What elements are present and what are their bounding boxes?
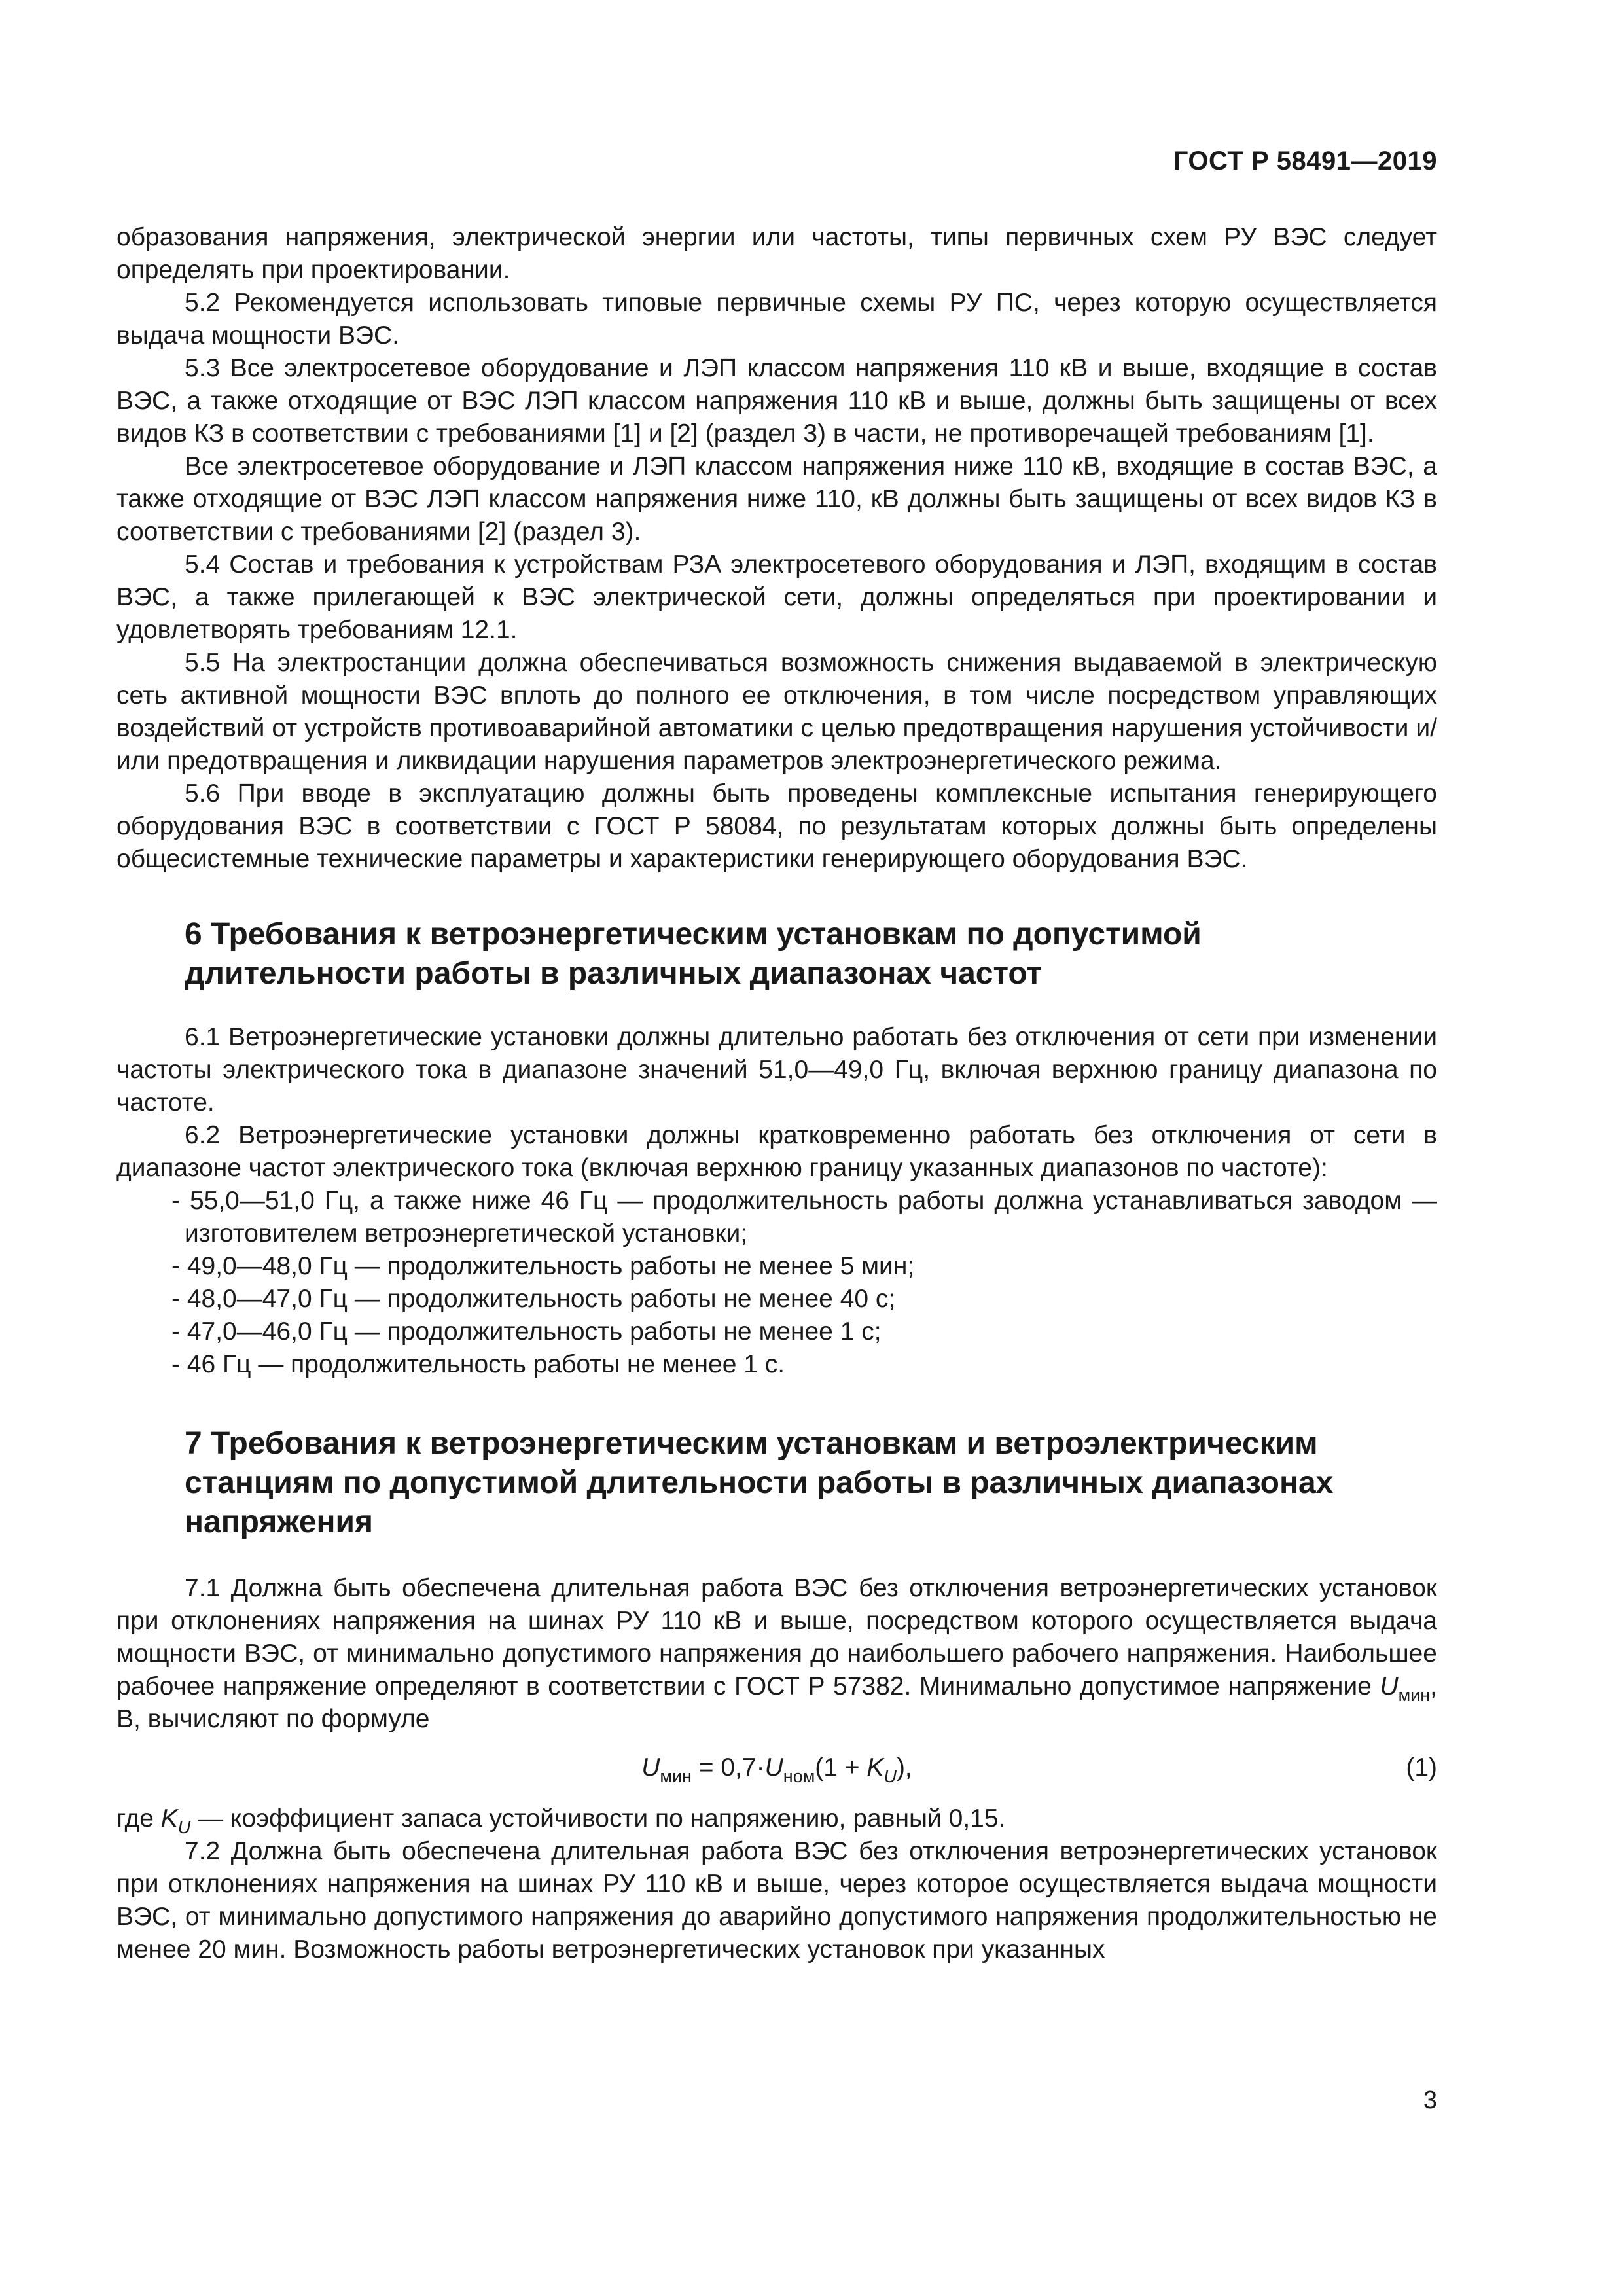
where-sub: U: [177, 1818, 191, 1837]
paragraph-5-4: 5.4 Состав и требования к устройствам РЗА электросетевого оборудования и ЛЭП, входящим в состав ВЭС, а также прилегающей к ВЭС электрической сети, должны определяться при проектировании и удовлетворять требованиям 12.1.: [116, 550, 1437, 644]
where-text: — коэффициент запаса устойчивости по напряжению, равный 0,15.: [190, 1804, 1006, 1833]
list-item: - 55,0—51,0 Гц, а также ниже 46 Гц — продолжительность работы должна устанавливаться заводом — изготовителем ветроэнергетической установки;: [171, 1187, 1437, 1247]
formula-coefficient: = 0,7·: [691, 1753, 765, 1782]
formula-explanation: [116, 1803, 1437, 1835]
formula-lhs-var: U: [641, 1753, 660, 1782]
formula-paren-close: ),: [896, 1753, 912, 1782]
formula-rhs-sub: ном: [783, 1767, 815, 1786]
document-body: [116, 221, 1437, 1966]
list-item: - 49,0—48,0 Гц — продолжительность работы не менее 5 мин;: [171, 1252, 915, 1280]
formula-lhs-sub: мин: [660, 1767, 692, 1786]
section-6-heading-line2: длительности работы в различных диапазонах частот: [185, 956, 1042, 991]
section-6-heading-line1: 6 Требования к ветроэнергетическим установкам по допустимой: [185, 917, 1202, 952]
list-item: - 48,0—47,0 Гц — продолжительность работы не менее 40 с;: [171, 1285, 896, 1313]
list-item: - 47,0—46,0 Гц — продолжительность работы не менее 1 с;: [171, 1318, 882, 1346]
where-var: K: [160, 1804, 178, 1833]
paragraph-5-6: 5.6 При вводе в эксплуатацию должны быть проведены комплексные испытания генерирующего оборудования ВЭС в соответствии с ГОСТ Р 58084, по результатам которых должны быть определены общесистемные технические параметры и характеристики генерирующего оборудования ВЭС.: [116, 780, 1437, 873]
section-7-heading: [116, 1424, 1437, 1542]
formula-1: [116, 1751, 1437, 1784]
section-6-heading: [116, 915, 1437, 994]
formula-paren-open: (1 +: [815, 1753, 867, 1782]
formula-k-var: K: [866, 1753, 884, 1782]
section-7-heading-line1: 7 Требования к ветроэнергетическим установкам и ветроэлектрическим: [185, 1426, 1318, 1461]
section-7-heading-line3: напряжения: [185, 1505, 373, 1539]
page-number: 3: [1423, 2087, 1437, 2114]
document-header: ГОСТ Р 58491—2019: [1173, 147, 1437, 175]
variable-u: U: [1380, 1672, 1399, 1700]
paragraph-6-1: 6.1 Ветроэнергетические установки должны длительно работать без отключения от сети при изменении частоты электрического тока в диапазоне значений 51,0—49,0 Гц, включая верхнюю границу диапазона по частоте.: [116, 1023, 1437, 1117]
formula-row: [116, 1751, 1437, 1788]
paragraph-5-2: 5.2 Рекомендуется использовать типовые первичные схемы РУ ПС, через которую осуществляется выдача мощности ВЭС.: [116, 289, 1437, 350]
paragraph-7-1-text: 7.1 Должна быть обеспечена длительная работа ВЭС без отключения ветроэнергетических установок при отклонениях напряжения на шинах РУ 110 кВ и выше, посредством которого осуществляется выдача мощности ВЭС, от минимально допустимого напряжения до наибольшего рабочего напряжения. Наибольшее рабочее напряжение определяют в соответствии с ГОСТ Р 57382. Минимально допустимое напряжение: [116, 1574, 1437, 1700]
list-item: - 46 Гц — продолжительность работы не менее 1 с.: [171, 1350, 785, 1378]
document-page: [116, 0, 1437, 2296]
paragraph-5-3-continued: Все электросетевое оборудование и ЛЭП классом напряжения ниже 110 кВ, входящие в состав ВЭС, а также отходящие от ВЭС ЛЭП классом напряжения ниже 110, кВ должны быть защищены от всех видов КЗ в соответствии с требованиями [2] (раздел 3).: [116, 452, 1437, 546]
formula-k-sub: U: [883, 1767, 897, 1786]
formula-rhs-var: U: [764, 1753, 783, 1782]
subscript-min: мин: [1398, 1685, 1431, 1705]
paragraph-7-1: [116, 1572, 1437, 1736]
formula-number: (1): [1406, 1753, 1437, 1782]
paragraph-5-3: 5.3 Все электросетевое оборудование и ЛЭП классом напряжения 110 кВ и выше, входящие в состав ВЭС, а также отходящие от ВЭС ЛЭП классом напряжения 110 кВ и выше, должны быть защищены от всех видов КЗ в соответствии с требованиями [1] и [2] (раздел 3) в части, не противоречащей требованиям [1].: [116, 354, 1437, 448]
paragraph-continuation: образования напряжения, электрической энергии или частоты, типы первичных схем РУ ВЭС следует определять при проектировании.: [116, 223, 1437, 284]
paragraph-6-2: 6.2 Ветроэнергетические установки должны кратковременно работать без отключения от сети в диапазоне частот электрического тока (включая верхнюю границу указанных диапазонов по частоте):: [116, 1121, 1437, 1182]
where-prefix: где: [116, 1804, 161, 1833]
paragraph-5-5: 5.5 На электростанции должна обеспечиваться возможность снижения выдаваемой в электрическую сеть активной мощности ВЭС вплоть до полного ее отключения, в том числе посредством управляющих воздействий от устройств противоаварийной автоматики с целью предотвращения нарушения устойчивости и/или предотвращения и ликвидации нарушения параметров электроэнергетического режима.: [116, 649, 1437, 775]
paragraph-7-2: 7.2 Должна быть обеспечена длительная работа ВЭС без отключения ветроэнергетических установок при отклонениях напряжения на шинах РУ 110 кВ и выше, через которое осуществляется выдача мощности ВЭС, от минимально допустимого напряжения до аварийно допустимого напряжения продолжительностью не менее 20 мин. Возможность работы ветроэнергетических установок при указанных: [116, 1837, 1437, 1964]
section-7-heading-line2: станциям по допустимой длительности работы в различных диапазонах: [185, 1465, 1334, 1500]
paragraph-7-1-tail: , В, вычисляют по формуле: [116, 1672, 1438, 1733]
